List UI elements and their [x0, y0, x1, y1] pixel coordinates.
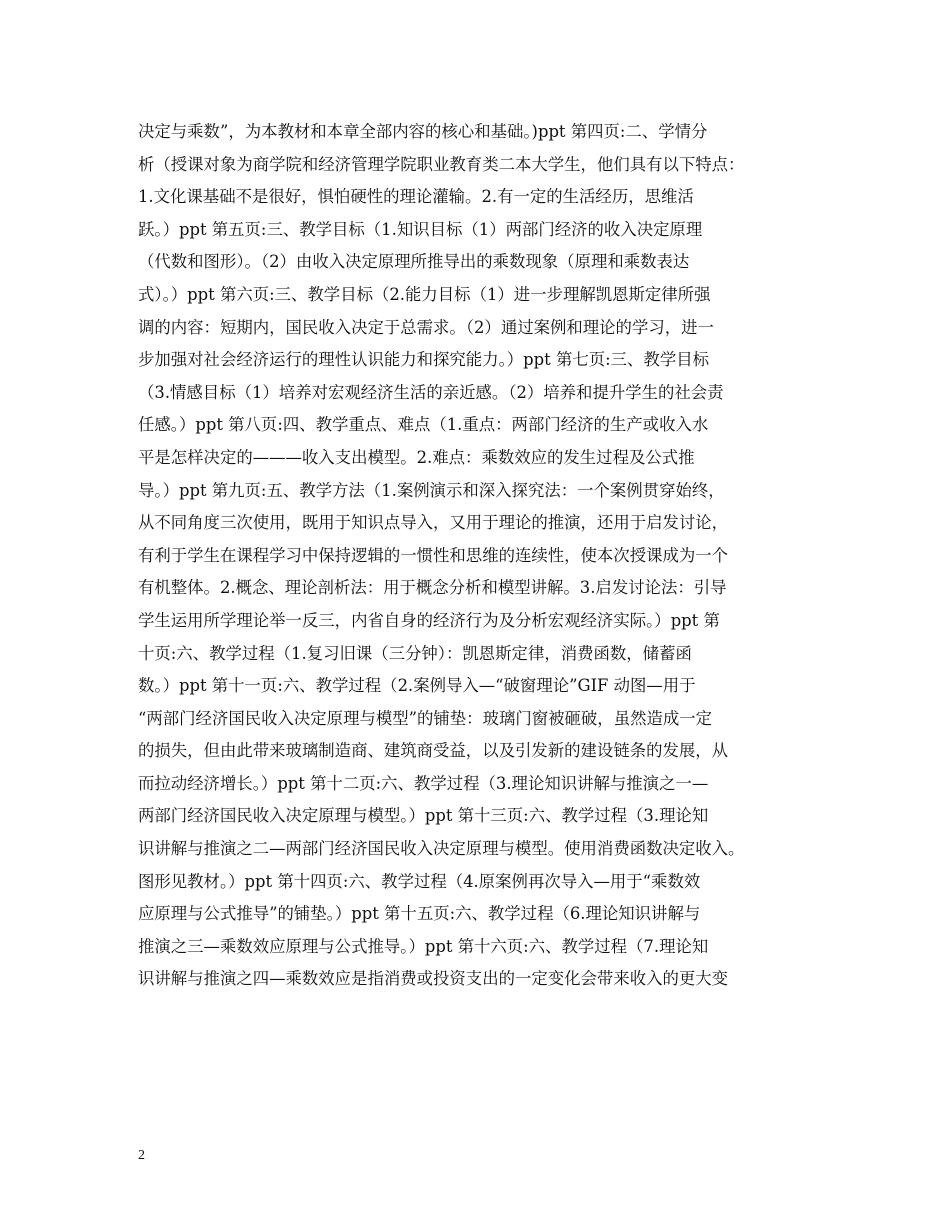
text-line: 从不同角度三次使用，既用于知识点导入，又用于理论的推演，还用于启发讨论， [138, 513, 729, 533]
text-line: 式）。）ppt 第六页:三、教学目标（2.能力目标（1）进一步理解凯恩斯定律所强 [138, 284, 711, 304]
text-line: 步加强对社会经济运行的理性认识能力和探究能力。）ppt 第七页:三、教学目标 [138, 350, 709, 370]
text-line: 析（授课对象为商学院和经济管理学院职业教育类二本大学生，他们具有以下特点： [138, 154, 745, 174]
text-line: （代数和图形）。（2）由收入决定原理所推导出的乘数现象（原理和乘数表达 [138, 252, 690, 272]
text-line: 应原理与公式推导”的铺垫。）ppt 第十五页:六、教学过程（6.理论知识讲解与 [138, 904, 701, 924]
text-line: 跃。）ppt 第五页:三、教学目标（1.知识目标（1）两部门经济的收入决定原理 [138, 219, 703, 239]
text-line: 学生运用所学理论举一反三，内省自身的经济行为及分析宏观经济实际。）ppt 第 [138, 610, 720, 630]
text-line: 十页:六、教学过程（1.复习旧课（三分钟）：凯恩斯定律，消费函数，储蓄函 [138, 643, 692, 663]
text-line: “两部门经济国民收入决定原理与模型”的铺垫：玻璃门窗被砸破，虽然造成一定 [138, 708, 713, 728]
page-number: 2 [138, 1148, 145, 1163]
text-line: 有利于学生在课程学习中保持逻辑的一惯性和思维的连续性，使本次授课成为一个 [138, 545, 729, 565]
text-line: （3.情感目标（1）培养对宏观经济生活的亲近感。（2）培养和提升学生的社会责 [138, 382, 724, 402]
text-line: 识讲解与推演之二—两部门经济国民收入决定原理与模型。使用消费函数决定收入。 [138, 839, 745, 859]
text-line: 两部门经济国民收入决定原理与模型。）ppt 第十三页:六、教学过程（3.理论知 [138, 806, 709, 826]
text-line: 导。）ppt 第九页:五、教学方法（1.案例演示和深入探究法：一个案例贯穿始终， [138, 480, 725, 500]
text-line: 任感。）ppt 第八页:四、教学重点、难点（1.重点：两部门经济的生产或收入水 [138, 415, 709, 435]
text-line: 有机整体。2.概念、理论剖析法：用于概念分析和模型讲解。3.启发讨论法：引导 [138, 578, 727, 598]
text-line: 1.文化课基础不是很好，惧怕硬性的理论灌输。2.有一定的生活经历，思维活 [138, 187, 694, 207]
text-line: 识讲解与推演之四—乘数效应是指消费或投资支出的一定变化会带来收入的更大变 [138, 969, 729, 989]
body-text [138, 116, 828, 996]
text-line: 而拉动经济增长。）ppt 第十二页:六、教学过程（3.理论知识讲解与推演之一— [138, 773, 709, 793]
text-line: 平是怎样决定的———收入支出模型。2.难点：乘数效应的发生过程及公式推 [138, 447, 695, 467]
text-line: 调的内容：短期内，国民收入决定于总需求。（2）通过案例和理论的学习，进一 [138, 317, 714, 337]
text-line: 决定与乘数”，为本教材和本章全部内容的核心和基础。)ppt 第四页:二、学情分 [138, 122, 708, 141]
text-line: 图形见教材。）ppt 第十四页:六、教学过程（4.原案例再次导入—用于“乘数效 [138, 871, 701, 891]
text-line: 推演之三—乘数效应原理与公式推导。）ppt 第十六页:六、教学过程（7.理论知 [138, 936, 709, 956]
text-line: 的损失，但由此带来玻璃制造商、建筑商受益，以及引发新的建设链条的发展，从 [138, 741, 729, 761]
text-line: 数。）ppt 第十一页:六、教学过程（2.案例导入—“破窗理论”GIF 动图—用于 [138, 676, 696, 696]
